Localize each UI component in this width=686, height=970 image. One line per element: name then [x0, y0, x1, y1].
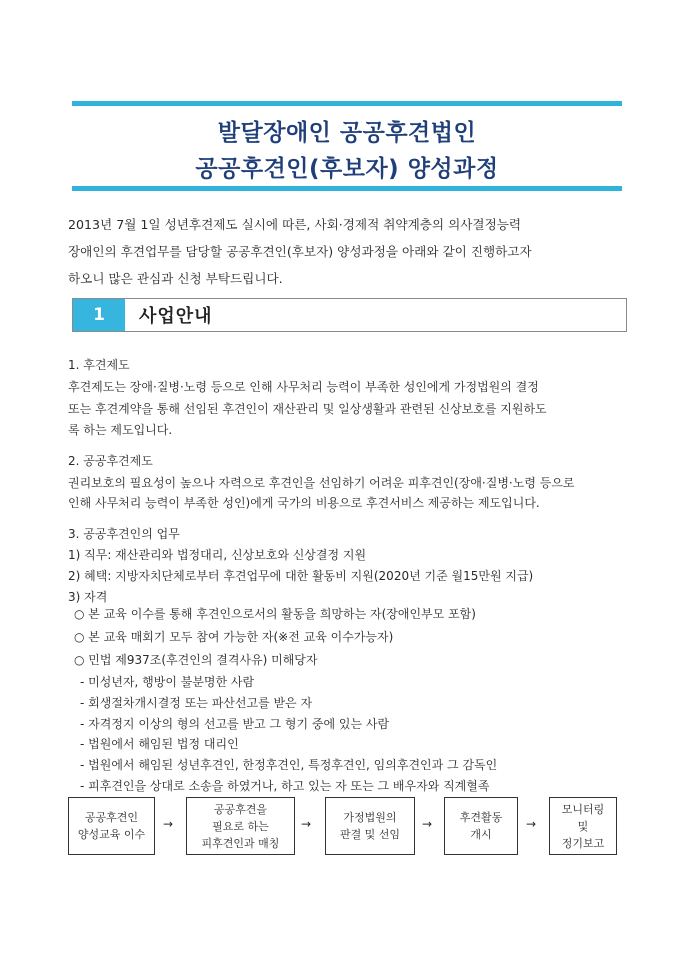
section-header	[72, 298, 627, 332]
flow-step-text: 양성교육 이수	[77, 828, 146, 841]
title-bottom-rule	[72, 186, 622, 191]
flow-step-monitoring	[549, 797, 617, 855]
item3-qualification-heading: 3) 자격	[68, 590, 108, 604]
flow-step-court	[325, 797, 415, 855]
flow-step-text: 필요로 하는	[212, 819, 269, 833]
intro-paragraph	[68, 211, 628, 292]
item2-heading: 2. 공공후견제도	[68, 454, 153, 468]
flow-arrow-icon: →	[163, 817, 174, 831]
qualification-item: ○ 본 교육 이수를 통해 후견인으로서의 활동을 희망하는 자(장애인부모 포함)	[74, 607, 476, 621]
flow-step-text: 후견활동	[459, 811, 503, 824]
flow-step-text: 공공후견을	[213, 802, 268, 816]
flow-step-text: 피후견인과 매칭	[201, 836, 280, 850]
flow-step-start	[444, 797, 518, 855]
item1-line: 후견제도는 장애·질병·노령 등으로 인해 사무처리 능력이 부족한 성인에게 가정법원의 결정	[68, 380, 539, 394]
flow-step-text: 공공후견인	[84, 811, 139, 824]
disqualification-item: - 피후견인을 상대로 소송을 하였거나, 하고 있는 자 또는 그 배우자와 직계혈족	[80, 779, 490, 793]
intro-line: 하오니 많은 관심과 신청 부탁드립니다.	[68, 271, 283, 286]
section-title: 사업안내	[139, 306, 213, 327]
item2-line: 권리보호의 필요성이 높으나 자력으로 후견인을 선임하기 어려운 피후견인(장애·질병·노령 등으로	[68, 476, 575, 490]
disqualification-item: - 자격정지 이상의 형의 선고를 받고 그 형기 중에 있는 사람	[80, 717, 390, 731]
flow-step-text: 모니터링	[561, 802, 605, 816]
disqualification-item: - 법원에서 해임된 법정 대리인	[80, 737, 239, 751]
title-top-rule	[72, 101, 622, 106]
item3-duty: 1) 직무: 재산관리와 법정대리, 신상보호와 신상결정 지원	[68, 548, 367, 562]
item1-line: 록 하는 제도입니다.	[68, 423, 173, 437]
section-number: 1	[73, 299, 125, 331]
disqualification-item: - 미성년자, 행방이 불분명한 사람	[80, 675, 255, 689]
flow-step-text: 및	[577, 819, 589, 833]
flow-step-text: 정기보고	[561, 836, 605, 850]
flow-step-text: 판결 및 선임	[339, 828, 401, 841]
flow-arrow-icon: →	[301, 817, 312, 831]
item2-line: 인해 사무처리 능력이 부족한 성인)에게 국가의 비용으로 후견서비스 제공하는 제도입니다.	[68, 496, 540, 510]
page-title-line1: 발달장애인 공공후견법인	[217, 120, 477, 146]
item3-heading: 3. 공공후견인의 업무	[68, 527, 180, 541]
flow-arrow-icon: →	[422, 817, 433, 831]
flow-arrow-icon: →	[526, 817, 537, 831]
qualification-item: ○ 본 교육 매회기 모두 참여 가능한 자(※전 교육 이수가능자)	[74, 630, 394, 644]
item1-line: 또는 후견계약을 통해 선임된 후견인이 재산관리 및 일상생활과 관련된 신상보호를 지원하도	[68, 402, 547, 416]
intro-line: 2013년 7월 1일 성년후견제도 실시에 따른, 사회·경제적 취약계층의 의사결정능력	[68, 217, 522, 232]
qualification-item: ○ 민법 제937조(후견인의 결격사유) 미해당자	[74, 653, 318, 667]
flow-step-text: 가정법원의	[343, 811, 397, 824]
item3-benefit: 2) 혜택: 지방자치단체로부터 후견업무에 대한 활동비 지원(2020년 기준 월15만원 지급)	[68, 569, 534, 583]
disqualification-item: - 법원에서 해임된 성년후견인, 한정후견인, 특정후견인, 임의후견인과 그 감독인	[80, 758, 498, 772]
flow-step-matching	[186, 797, 295, 855]
disqualification-item: - 회생절차개시결정 또는 파산선고를 받은 자	[80, 696, 313, 710]
flow-step-education	[68, 797, 155, 855]
page-title-line2: 공공후견인(후보자) 양성과정	[195, 156, 499, 182]
item1-heading: 1. 후견제도	[68, 358, 130, 372]
flow-step-text: 개시	[470, 828, 492, 841]
intro-line: 장애인의 후견업무를 담당할 공공후견인(후보자) 양성과정을 아래와 같이 진행하고자	[68, 244, 532, 259]
